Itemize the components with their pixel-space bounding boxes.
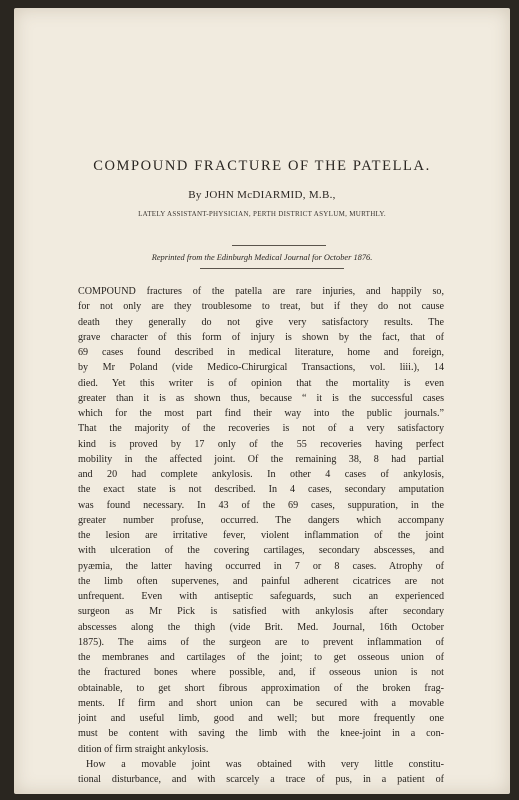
top-divider <box>232 245 326 246</box>
body-line: by Mr Poland (vide Medico-Chirurgical Transactions, vol. liii.), 14 <box>78 362 444 374</box>
reprint-note: Reprinted from the Edinburgh Medical Journal for October 1876. <box>151 253 373 262</box>
body-line: mobility in the affected joint. Of the remaining 38, 8 had partial <box>78 453 444 465</box>
body-line: the limb often supervenes, and painful adherent cicatrices are not <box>78 575 444 587</box>
body-line: and 20 had complete ankylosis. In other 4 cases of ankylosis, <box>78 469 444 480</box>
body-line: unfrequent. Even with antiseptic safeguards, such an experienced <box>78 591 444 602</box>
body-line: was found necessary. In 43 of the 69 cases, suppuration, in the <box>78 499 444 511</box>
body-line: dition of firm straight ankylosis. <box>78 743 209 755</box>
author-byline: By JOHN McDIARMID, M.B., <box>188 189 336 201</box>
author-affiliation: LATELY ASSISTANT-PHYSICIAN, PERTH DISTRICT ASYLUM, MURTHLY. <box>138 210 386 218</box>
body-line: must be content with saving the limb with the knee-joint in a con- <box>78 728 444 740</box>
body-line: the lesion are irritative fever, violent inflammation of the joint <box>78 530 444 541</box>
body-line: surgeon as Mr Pick is satisfied with ankylosis after secondary <box>78 606 444 618</box>
body-line: 69 cases found described in medical literature, home and foreign, <box>78 347 444 358</box>
body-line: which for the most part find their way into the public journals.” <box>78 408 444 419</box>
body-line: the membranes and cartilages of the joint; to get osseous union of <box>78 652 444 663</box>
body-line: the exact state is not described. In 4 cases, secondary amputation <box>78 484 444 496</box>
body-line: ments. If firm and short union can be secured with a movable <box>78 697 444 709</box>
bottom-divider <box>200 268 344 269</box>
article-body <box>78 284 444 787</box>
body-line: abscesses along the thigh (vide Brit. Med. Journal, 16th October <box>78 621 444 633</box>
article-title: COMPOUND FRACTURE OF THE PATELLA. <box>93 158 431 174</box>
document-page <box>14 8 510 794</box>
body-line: grave character of this form of injury is shown by the fact, that of <box>78 331 444 343</box>
body-line: for not only are they troublesome to treat, but if they do not cause <box>78 301 444 313</box>
body-line: greater than it is as shown thus, because “ it is the successful cases <box>78 392 444 404</box>
body-line: COMPOUND fractures of the patella are rare injuries, and happily so, <box>78 286 444 297</box>
body-line: died. Yet this writer is of opinion that the mortality is even <box>78 377 444 389</box>
body-line: death they generally do not give very satisfactory results. The <box>78 316 444 328</box>
body-line: greater number profuse, occurred. The dangers which accompany <box>78 514 444 526</box>
body-line: kind is proved by 17 only of the 55 recoveries having perfect <box>78 438 444 450</box>
body-line: with ulceration of the covering cartilages, secondary abscesses, and <box>78 545 444 557</box>
body-line: the fractured bones where possible, and, if osseous union is not <box>78 667 444 679</box>
body-line: obtainable, to get short fibrous approximation of the broken frag- <box>78 682 444 694</box>
body-line: That the majority of the recoveries is not of a very satisfactory <box>78 423 444 435</box>
body-line: tional disturbance, and with scarcely a trace of pus, in a patient of <box>78 774 444 785</box>
body-line: pyæmia, the latter having occurred in 7 or 8 cases. Atrophy of <box>78 560 444 572</box>
body-line: 1875). The aims of the surgeon are to prevent inflammation of <box>78 636 444 648</box>
body-line: joint and useful limb, good and well; but more frequently one <box>78 713 444 724</box>
body-line: How a movable joint was obtained with very little constitu- <box>86 758 444 770</box>
